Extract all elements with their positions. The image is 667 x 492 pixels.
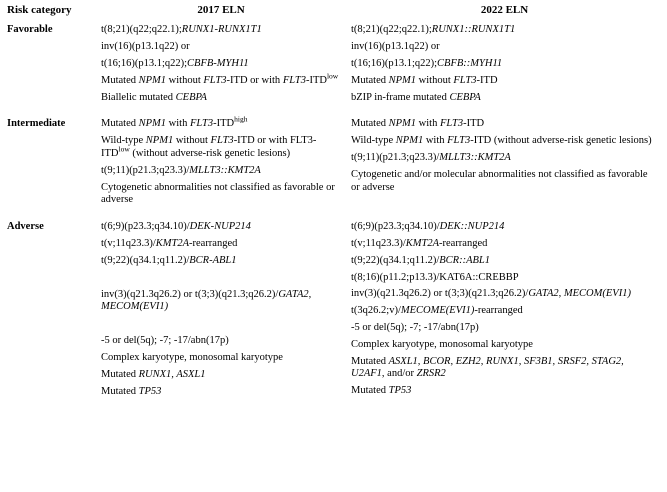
table-row: [2, 19, 663, 106]
table-cell-line: t(9;22)(q34.1;q11.2)/BCR-ABL1: [101, 254, 237, 266]
table-cell-line: -5 or del(5q); -7; -17/abn(17p): [351, 321, 479, 333]
footer-cell: [346, 402, 663, 406]
eln2017-adverse-cell: [96, 216, 346, 402]
spacer-cell: [2, 209, 96, 216]
header-row: [2, 2, 663, 19]
table-cell-line: Wild-type NPM1 with FLT3-ITD (without adverse-risk genetic lesions): [351, 135, 652, 147]
table-cell-line: t(6;9)(p23.3;q34.10)/DEK::NUP214: [351, 221, 505, 233]
table-cell-line: Mutated RUNX1, ASXL1: [101, 368, 206, 380]
eln2017-favorable-cell: [96, 19, 346, 106]
eln2022-intermediate-cell: [346, 113, 663, 209]
table-cell-line: t(8;21)(q22;q22.1);RUNX1-RUNX1T1: [101, 24, 262, 36]
spacer-cell: [96, 106, 346, 113]
blank-line: [101, 272, 341, 285]
table-header: [2, 2, 663, 19]
table-cell-line: t(9;11)(p21.3;q23.3)/MLLT3::KMT2A: [351, 151, 511, 163]
table-cell-line: Mutated TP53: [351, 385, 412, 397]
spacer-cell: [346, 106, 663, 113]
table-cell-line: t(9;22)(q34.1;q11.2)/BCR::ABL1: [351, 254, 491, 266]
table-cell-line: inv(3)(q21.3q26.2) or t(3;3)(q21.3;q26.2)/GATA2, MECOM(EVI1): [101, 288, 312, 313]
table-cell-line: t(16;16)(p13.1;q22);CBFB::MYH11: [351, 58, 503, 69]
spacer-cell: [346, 209, 663, 216]
spacer-row: [2, 106, 663, 113]
header-eln-2022: 2022 ELN: [480, 4, 529, 16]
table-cell-line: t(6;9)(p23.3;q34.10)/DEK-NUP214: [101, 221, 251, 233]
table-cell-line: Mutated ASXL1, BCOR, EZH2, RUNX1, SF3B1, SRSF2, STAG2, U2AF1, and/or ZRSR2: [351, 355, 624, 380]
table-cell-line: Cytogenetic and/or molecular abnormalities not classified as favorable or adverse: [351, 168, 648, 193]
table-cell-line: Biallelic mutated CEBPA: [101, 91, 207, 103]
eln2022-favorable-cell: [346, 19, 663, 106]
risk-category-favorable: Favorable: [7, 24, 53, 36]
table-cell-line: Cytogenetic abnormalities not classified as favorable or adverse: [101, 181, 335, 206]
table-cell-line: Mutated NPM1 with $FLT3-ITD^{high}$: [101, 114, 248, 130]
table-cell-line: Wild-type NPM1 without FLT3-ITD or with $FLT3-ITD^{low}$ (without adverse-risk genetic lesions): [101, 135, 317, 159]
spacer-row: [2, 209, 663, 216]
spacer-cell: [2, 106, 96, 113]
table-cell-line: inv(16)(p13.1q22) or: [351, 41, 440, 53]
table-cell-line: t(8;16)(p11.2;p13.3)/KAT6A::CREBBP: [351, 271, 519, 283]
table-footer-rule: [2, 402, 663, 406]
table-cell-line: Mutated NPM1 without FLT3-ITD: [351, 74, 498, 86]
table-cell-line: -5 or del(5q); -7; -17/abn(17p): [101, 335, 229, 347]
table-cell-line: Mutated TP53: [101, 385, 162, 397]
table-cell-line: bZIP in-frame mutated CEBPA: [351, 91, 481, 103]
header-eln-2017: 2017 ELN: [197, 4, 245, 16]
table-body: [2, 19, 663, 402]
table-cell-line: Complex karyotype, monosomal karyotype: [101, 351, 283, 363]
table-row: [2, 216, 663, 402]
table-cell-line: t(3q26.2;v)/MECOME(EVI1)-rearranged: [351, 305, 523, 317]
eln2022-adverse-cell: [346, 216, 663, 402]
table-cell-line: t(9;11)(p21.3;q23.3)/MLLT3::KMT2A: [101, 164, 261, 176]
table-cell-line: t(v;11q23.3)/KMT2A-rearranged: [101, 237, 238, 249]
risk-category-intermediate: Intermediate: [7, 118, 66, 130]
risk-category-adverse: Adverse: [7, 221, 44, 233]
table-cell-line: Complex karyotype, monosomal karyotype: [351, 338, 533, 350]
header-risk-category: Risk category: [7, 4, 72, 16]
table-cell-line: t(8;21)(q22;q22.1);RUNX1::RUNX1T1: [351, 24, 516, 36]
spacer-cell: [96, 209, 346, 216]
eln-risk-table: [2, 2, 663, 406]
footer-cell: [2, 402, 96, 406]
table-cell-line: t(v;11q23.3)/KMT2A-rearranged: [351, 237, 488, 249]
footer-cell: [96, 402, 346, 406]
table-cell-line: Mutated NPM1 without FLT3-ITD or with $FLT3-ITD^{low}$: [101, 71, 339, 86]
footer-row: [2, 402, 663, 406]
table-row: [2, 113, 663, 209]
blank-line: [101, 318, 341, 331]
table-cell-line: inv(16)(p13.1q22) or: [101, 41, 190, 53]
eln2017-intermediate-cell: [96, 113, 346, 209]
table-cell-line: t(16;16)(p13.1;q22);CBFB-MYH11: [101, 58, 249, 69]
table-cell-line: Mutated NPM1 with FLT3-ITD: [351, 118, 485, 130]
table-cell-line: inv(3)(q21.3q26.2) or t(3;3)(q21.3;q26.2)/GATA2, MECOM(EVI1): [351, 288, 631, 300]
